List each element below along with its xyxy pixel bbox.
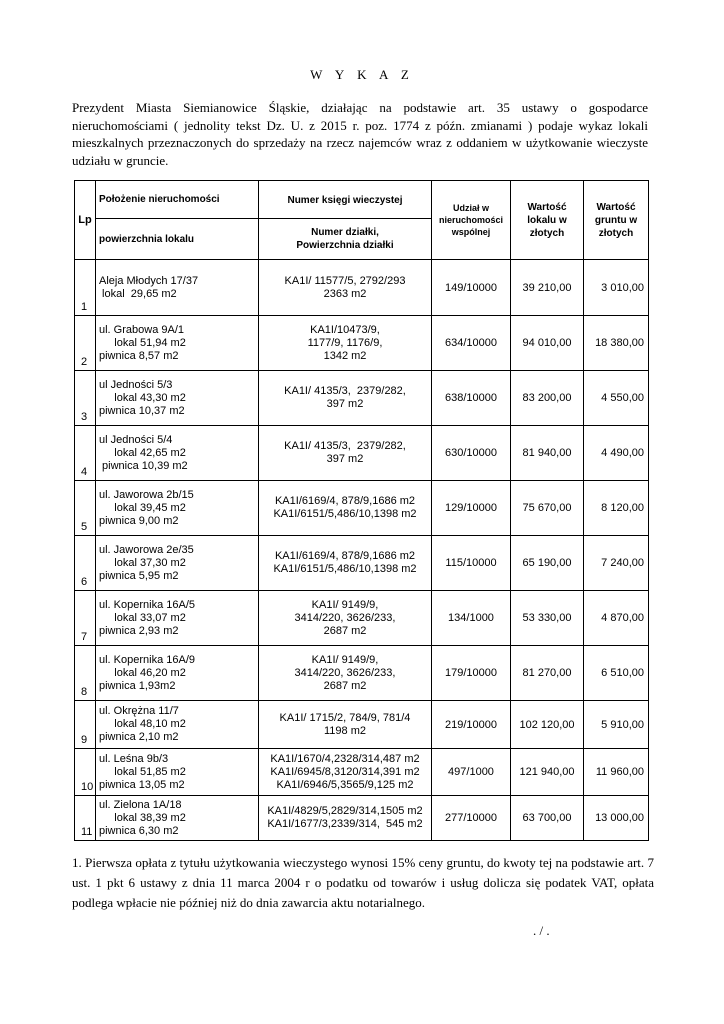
location-line: piwnica 2,10 m2 [99, 731, 179, 743]
row-share: 179/10000 [432, 646, 511, 701]
kw-line: KA1I/10473/9, [310, 323, 380, 336]
row-land-value: 3 010,00 [584, 260, 649, 316]
location-line: piwnica 2,93 m2 [99, 624, 179, 637]
header-flat-value: Wartość lokalu w złotych [511, 181, 584, 260]
location-line: ul. Okrężna 11/7 [99, 705, 179, 717]
kw-line: KA1I/1677/3,2339/314, 545 m2 [267, 818, 423, 830]
location-line: lokal 51,85 m2 [99, 765, 186, 778]
row-land-value: 4 490,00 [584, 426, 649, 481]
table-row [75, 646, 649, 701]
row-kw [259, 260, 432, 316]
location-line: piwnica 5,95 m2 [99, 569, 179, 582]
kw-line: KA1I/ 11577/5, 2792/293 [284, 274, 406, 287]
continuation-mark: . / . [533, 923, 550, 938]
location-line: Aleja Młodych 17/37 [99, 274, 199, 287]
location-line: ul. Jaworowa 2e/35 [99, 543, 194, 556]
kw-line: KA1I/ 1715/2, 784/9, 781/4 [279, 711, 411, 724]
kw-line: 397 m2 [326, 453, 364, 465]
row-land-value: 7 240,00 [584, 536, 649, 591]
kw-line: KA1I/ 4135/3, 2379/282, [284, 385, 406, 397]
table-row [75, 796, 649, 841]
row-land-value: 8 120,00 [584, 481, 649, 536]
row-lp: 2 [75, 316, 96, 371]
row-lp: 1 [75, 260, 96, 316]
row-lp: 11 [75, 796, 96, 841]
row-kw [259, 371, 432, 426]
row-location [96, 260, 259, 316]
location-line: lokal 37,30 m2 [99, 556, 186, 569]
row-land-value: 13 000,00 [584, 796, 649, 841]
row-share: 115/10000 [432, 536, 511, 591]
location-line: piwnica 8,57 m2 [99, 349, 179, 362]
row-share: 277/10000 [432, 796, 511, 841]
row-location [96, 591, 259, 646]
location-line: ul. Leśna 9b/3 [99, 752, 169, 765]
row-land-value: 4 550,00 [584, 371, 649, 426]
kw-line: KA1I/6151/5,486/10,1398 m2 [273, 508, 417, 520]
table-row [75, 591, 649, 646]
row-kw [259, 796, 432, 841]
row-kw [259, 749, 432, 796]
location-line: lokal 42,65 m2 [99, 446, 186, 459]
kw-line: KA1I/6945/8,3120/314,391 m2 [270, 765, 420, 778]
row-flat-value: 94 010,00 [511, 316, 584, 371]
row-flat-value: 63 700,00 [511, 796, 584, 841]
kw-line: KA1I/ 4135/3, 2379/282, [284, 440, 406, 452]
row-kw [259, 536, 432, 591]
row-kw [259, 481, 432, 536]
row-share: 149/10000 [432, 260, 511, 316]
row-location [96, 371, 259, 426]
location-line: ul Jedności 5/4 [99, 433, 173, 446]
header-land-value: Wartość gruntu w złotych [584, 181, 649, 260]
location-line: ul. Kopernika 16A/9 [99, 653, 196, 666]
header-area: powierzchnia lokalu [96, 219, 259, 260]
header-plot: Numer działki, Powierzchnia działki [259, 219, 432, 260]
kw-line: 1198 m2 [324, 724, 366, 737]
row-kw [259, 591, 432, 646]
row-share: 129/10000 [432, 481, 511, 536]
location-line: piwnica 10,37 m2 [99, 404, 185, 417]
location-line: ul Jedności 5/3 [99, 378, 173, 391]
row-flat-value: 121 940,00 [511, 749, 584, 796]
kw-line: KA1I/ 9149/9, [311, 653, 379, 666]
kw-line: KA1I/6946/5,3565/9,125 m2 [276, 778, 414, 791]
table-row [75, 481, 649, 536]
location-line: piwnica 9,00 m2 [99, 514, 179, 527]
row-flat-value: 81 940,00 [511, 426, 584, 481]
row-land-value: 5 910,00 [584, 701, 649, 749]
location-line: ul. Kopernika 16A/5 [99, 598, 196, 611]
location-line: piwnica 10,39 m2 [99, 459, 188, 472]
kw-line: 2687 m2 [323, 624, 367, 637]
row-location [96, 316, 259, 371]
row-share: 134/1000 [432, 591, 511, 646]
row-location [96, 749, 259, 796]
row-flat-value: 39 210,00 [511, 260, 584, 316]
kw-line: KA1I/6169/4, 878/9,1686 m2 [274, 495, 416, 507]
document-title: W Y K A Z [310, 67, 414, 82]
row-location [96, 646, 259, 701]
row-flat-value: 83 200,00 [511, 371, 584, 426]
table-row [75, 701, 649, 749]
row-land-value: 4 870,00 [584, 591, 649, 646]
row-kw [259, 426, 432, 481]
row-land-value: 18 380,00 [584, 316, 649, 371]
row-share: 497/1000 [432, 749, 511, 796]
row-lp: 3 [75, 371, 96, 426]
row-lp: 10 [75, 749, 96, 796]
kw-line: 3414/220, 3626/233, [294, 666, 396, 679]
row-flat-value: 102 120,00 [511, 701, 584, 749]
header-location: Położenie nieruchomości [96, 181, 259, 219]
row-share: 638/10000 [432, 371, 511, 426]
row-kw [259, 316, 432, 371]
row-kw [259, 701, 432, 749]
row-lp: 8 [75, 646, 96, 701]
footnote: 1. Pierwsza opłata z tytułu użytkowania wieczystego wynosi 15% ceny gruntu, do kwoty tej na podstawie art. 7 ust. 1 pkt 6 ustawy z dnia 11 marca 2004 r o podatku od towarów i usług dolicza się podatek VAT, opłata podlega wpłacie nie później niż do dnia zawarcia aktu notarialnego. [72, 855, 654, 910]
kw-line: 1177/9, 1176/9, [307, 336, 383, 349]
location-line: ul. Jaworowa 2b/15 [99, 488, 194, 501]
row-share: 634/10000 [432, 316, 511, 371]
location-line: lokal 48,10 m2 [99, 718, 186, 730]
location-line: piwnica 1,93m2 [99, 679, 176, 692]
table-row [75, 316, 649, 371]
kw-line: KA1I/ 9149/9, [311, 598, 379, 611]
row-location [96, 426, 259, 481]
row-land-value: 6 510,00 [584, 646, 649, 701]
row-flat-value: 65 190,00 [511, 536, 584, 591]
table-row [75, 426, 649, 481]
table-row [75, 749, 649, 796]
location-line: piwnica 13,05 m2 [99, 778, 185, 791]
location-line: lokal 43,30 m2 [99, 391, 186, 404]
location-line: piwnica 6,30 m2 [99, 824, 179, 837]
kw-line: KA1I/1670/4,2328/314,487 m2 [270, 752, 420, 765]
kw-line: 2687 m2 [323, 679, 367, 692]
row-location [96, 701, 259, 749]
kw-line: 1342 m2 [323, 349, 367, 362]
kw-line: KA1I/6169/4, 878/9,1686 m2 [274, 550, 416, 562]
location-line: lokal 46,20 m2 [99, 666, 186, 679]
row-kw [259, 646, 432, 701]
row-lp: 9 [75, 701, 96, 749]
table-row [75, 260, 649, 316]
kw-line: KA1I/4829/5,2829/314,1505 m2 [267, 805, 423, 817]
row-location [96, 536, 259, 591]
location-line: lokal 33,07 m2 [99, 611, 186, 624]
intro-paragraph: Prezydent Miasta Siemianowice Śląskie, działając na podstawie art. 35 ustawy o gospodarce nieruchomościami ( jednolity tekst Dz. U. z 2015 r. poz. 1774 z późn. zmianami ) podaje wykaz lokali mieszkalnych przeznaczonych do sprzedaży na rzecz najemców wraz z oddaniem w użytkowanie wieczyste udziału w gruncie. [72, 100, 648, 168]
row-land-value: 11 960,00 [584, 749, 649, 796]
location-line: lokal 39,45 m2 [99, 501, 186, 514]
kw-line: 2363 m2 [323, 287, 367, 300]
kw-line: 397 m2 [326, 398, 364, 410]
kw-line: KA1I/6151/5,486/10,1398 m2 [273, 563, 417, 575]
row-flat-value: 81 270,00 [511, 646, 584, 701]
table-row [75, 536, 649, 591]
header-kw: Numer księgi wieczystej [259, 181, 432, 219]
location-line: lokal 38,39 m2 [99, 811, 186, 824]
kw-line: 3414/220, 3626/233, [294, 611, 396, 624]
row-flat-value: 53 330,00 [511, 591, 584, 646]
row-flat-value: 75 670,00 [511, 481, 584, 536]
location-line: lokal 51,94 m2 [99, 336, 186, 349]
header-share: Udział w nieruchomości wspólnej [432, 181, 511, 260]
location-line: ul. Grabowa 9A/1 [99, 323, 184, 336]
row-share: 630/10000 [432, 426, 511, 481]
row-lp: 4 [75, 426, 96, 481]
property-table [74, 180, 649, 841]
row-share: 219/10000 [432, 701, 511, 749]
location-line: ul. Zielona 1A/18 [99, 798, 182, 811]
row-lp: 7 [75, 591, 96, 646]
table-row [75, 371, 649, 426]
row-location [96, 481, 259, 536]
header-lp: Lp [75, 181, 96, 260]
location-line: lokal 29,65 m2 [99, 287, 177, 300]
row-location [96, 796, 259, 841]
row-lp: 6 [75, 536, 96, 591]
row-lp: 5 [75, 481, 96, 536]
